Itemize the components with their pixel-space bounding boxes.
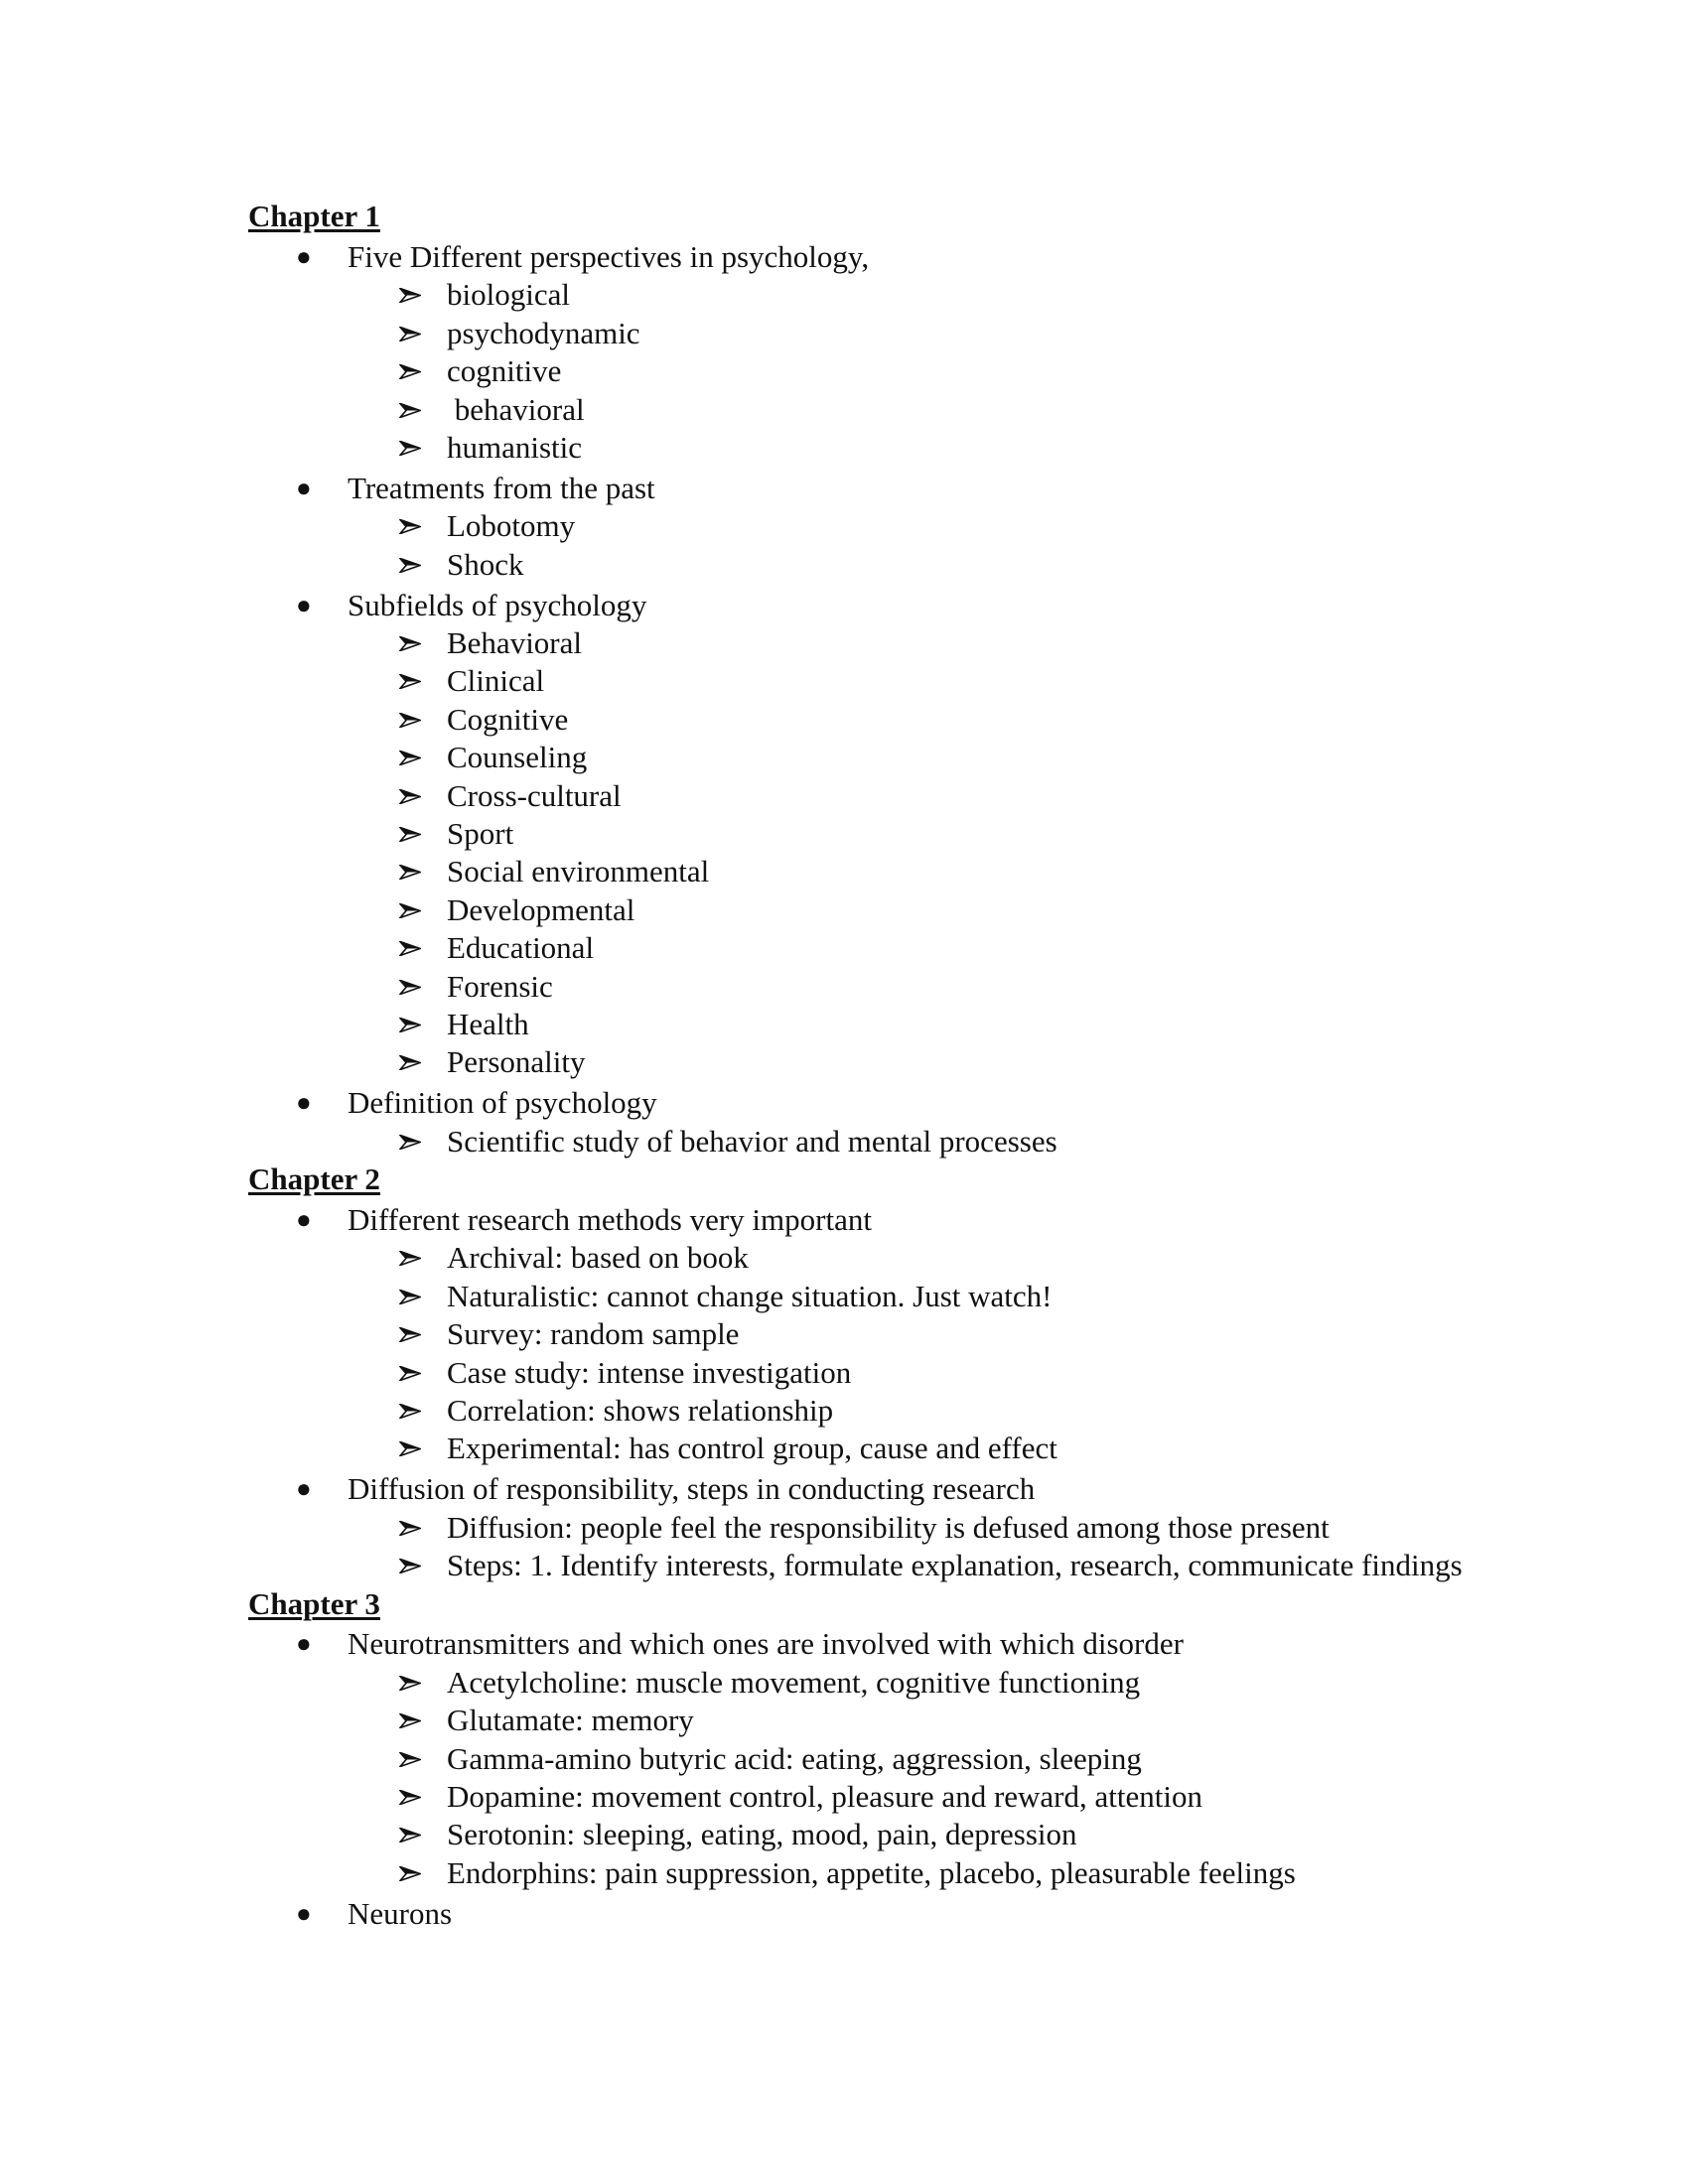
arrow-bullet-icon bbox=[399, 789, 421, 804]
arrow-bullet-icon bbox=[399, 558, 421, 573]
sub-item bbox=[248, 1354, 1489, 1392]
arrow-bullet-icon bbox=[399, 364, 421, 379]
bullet-text: Neurons bbox=[348, 1895, 453, 1931]
sub-item-text: Health bbox=[447, 1006, 529, 1041]
sub-item bbox=[248, 391, 1489, 429]
sub-item-text: Educational bbox=[447, 930, 595, 966]
arrow-bullet-icon bbox=[399, 327, 421, 341]
arrow-bullet-icon bbox=[399, 903, 421, 918]
sub-item bbox=[248, 1509, 1489, 1547]
arrow-bullet-icon bbox=[399, 1018, 421, 1032]
bullet-dot-icon: ● bbox=[296, 1204, 312, 1234]
sub-item bbox=[248, 662, 1489, 700]
bullet-dot-icon: ● bbox=[296, 241, 312, 271]
arrow-bullet-icon bbox=[399, 636, 421, 651]
sub-item-text: Behavioral bbox=[447, 624, 583, 660]
arrow-bullet-icon bbox=[399, 1866, 421, 1881]
sub-item-text: Social environmental bbox=[447, 854, 710, 889]
arrow-bullet-icon bbox=[399, 1135, 421, 1150]
sub-item-text: Acetylcholine: muscle movement, cognitive functioning bbox=[447, 1664, 1141, 1700]
arrow-bullet-icon bbox=[399, 941, 421, 956]
arrow-bullet-icon bbox=[399, 1404, 421, 1419]
arrow-bullet-icon bbox=[399, 1559, 421, 1573]
bullet-item bbox=[248, 1895, 1489, 1933]
sub-item-text: Case study: intense investigation bbox=[447, 1354, 852, 1390]
arrow-bullet-icon bbox=[399, 827, 421, 842]
sub-item bbox=[248, 853, 1489, 890]
arrow-bullet-icon bbox=[399, 403, 421, 418]
sub-item-text: Scientific study of behavior and mental processes bbox=[447, 1123, 1057, 1159]
bullet-text: Treatments from the past bbox=[348, 470, 655, 505]
sub-item-text: psychodynamic bbox=[447, 315, 640, 350]
sub-item bbox=[248, 1816, 1489, 1853]
arrow-bullet-icon bbox=[399, 713, 421, 728]
sub-item-text: Developmental bbox=[447, 891, 635, 927]
bullet-item bbox=[248, 1625, 1489, 1663]
sub-item-text: Forensic bbox=[447, 968, 553, 1004]
study-outline bbox=[248, 198, 1489, 1933]
arrow-bullet-icon bbox=[399, 1251, 421, 1266]
bullet-item bbox=[248, 587, 1489, 624]
sub-item-text: Naturalistic: cannot change situation. Just watch! bbox=[447, 1278, 1053, 1313]
sub-item bbox=[248, 1239, 1489, 1277]
bullet-dot-icon: ● bbox=[296, 1898, 312, 1928]
arrow-bullet-icon bbox=[399, 1676, 421, 1691]
bullet-text: Definition of psychology bbox=[348, 1085, 657, 1121]
sub-item bbox=[248, 968, 1489, 1006]
bullet-text: Five Different perspectives in psychology, bbox=[348, 238, 870, 274]
bullet-item bbox=[248, 470, 1489, 507]
bullet-dot-icon: ● bbox=[296, 1629, 312, 1659]
sub-item bbox=[248, 815, 1489, 853]
arrow-bullet-icon bbox=[399, 1790, 421, 1805]
arrow-bullet-icon bbox=[399, 1327, 421, 1342]
arrow-bullet-icon bbox=[399, 751, 421, 765]
arrow-bullet-icon bbox=[399, 519, 421, 534]
bullet-item bbox=[248, 1084, 1489, 1122]
arrow-bullet-icon bbox=[399, 1521, 421, 1536]
sub-item bbox=[248, 929, 1489, 967]
sub-item bbox=[248, 1778, 1489, 1816]
bullet-text: Diffusion of responsibility, steps in conducting research bbox=[348, 1471, 1036, 1507]
sub-item-text: Dopamine: movement control, pleasure and reward, attention bbox=[447, 1779, 1202, 1814]
arrow-bullet-icon bbox=[399, 288, 421, 303]
sub-item-text: Serotonin: sleeping, eating, mood, pain, depression bbox=[447, 1817, 1077, 1852]
bullet-item bbox=[248, 1201, 1489, 1239]
sub-item bbox=[248, 701, 1489, 739]
sub-item-text: cognitive bbox=[447, 353, 562, 389]
sub-item bbox=[248, 1006, 1489, 1043]
arrow-bullet-icon bbox=[399, 1441, 421, 1456]
sub-item-text: Cognitive bbox=[447, 701, 569, 737]
sub-item bbox=[248, 1043, 1489, 1081]
chapter-heading: Chapter 3 bbox=[248, 1585, 380, 1621]
sub-item-text: Experimental: has control group, cause and effect bbox=[447, 1431, 1057, 1466]
arrow-bullet-icon bbox=[399, 1290, 421, 1304]
arrow-bullet-icon bbox=[399, 441, 421, 456]
bullet-dot-icon: ● bbox=[296, 473, 312, 502]
bullet-dot-icon: ● bbox=[296, 590, 312, 619]
arrow-bullet-icon bbox=[399, 1752, 421, 1767]
bullet-text: Subfields of psychology bbox=[348, 587, 647, 622]
sub-item bbox=[248, 276, 1489, 314]
sub-item-text: Endorphins: pain suppression, appetite, placebo, pleasurable feelings bbox=[447, 1854, 1296, 1890]
sub-item-text: Sport bbox=[447, 815, 514, 851]
sub-item bbox=[248, 1854, 1489, 1892]
sub-item-text: Steps: 1. Identify interests, formulate explanation, research, communicate findings bbox=[447, 1548, 1463, 1583]
sub-item bbox=[248, 1664, 1489, 1702]
sub-item-text: Cross-cultural bbox=[447, 777, 622, 813]
chapter-heading: Chapter 1 bbox=[248, 199, 380, 233]
arrow-bullet-icon bbox=[399, 1713, 421, 1728]
arrow-bullet-icon bbox=[399, 865, 421, 880]
arrow-bullet-icon bbox=[399, 980, 421, 995]
chapter-heading: Chapter 2 bbox=[248, 1161, 380, 1197]
arrow-bullet-icon bbox=[399, 1366, 421, 1381]
sub-item bbox=[248, 429, 1489, 467]
sub-item bbox=[248, 315, 1489, 352]
sub-item bbox=[248, 1315, 1489, 1353]
sub-item bbox=[248, 739, 1489, 776]
sub-item bbox=[248, 1123, 1489, 1160]
sub-item bbox=[248, 507, 1489, 545]
sub-item-text: Shock bbox=[447, 546, 524, 582]
sub-item-text: Clinical bbox=[447, 663, 545, 699]
sub-item-text: Personality bbox=[447, 1044, 586, 1080]
sub-item-text: behavioral bbox=[447, 391, 585, 427]
sub-item-text: Counseling bbox=[447, 740, 588, 775]
sub-item bbox=[248, 1547, 1489, 1584]
sub-item-text: humanistic bbox=[447, 429, 583, 465]
bullet-dot-icon: ● bbox=[296, 1088, 312, 1118]
sub-item bbox=[248, 1278, 1489, 1315]
sub-item-text: Gamma-amino butyric acid: eating, aggression, sleeping bbox=[447, 1740, 1142, 1776]
sub-item-text: biological bbox=[447, 277, 570, 313]
sub-item-text: Correlation: shows relationship bbox=[447, 1392, 834, 1428]
bullet-dot-icon: ● bbox=[296, 1474, 312, 1504]
bullet-item bbox=[248, 1470, 1489, 1508]
sub-item bbox=[248, 1740, 1489, 1778]
sub-item-text: Survey: random sample bbox=[447, 1316, 740, 1352]
sub-item bbox=[248, 777, 1489, 815]
arrow-bullet-icon bbox=[399, 1055, 421, 1070]
sub-item-text: Archival: based on book bbox=[447, 1240, 749, 1276]
sub-item bbox=[248, 624, 1489, 662]
sub-item bbox=[248, 352, 1489, 390]
sub-item bbox=[248, 1702, 1489, 1739]
arrow-bullet-icon bbox=[399, 674, 421, 689]
sub-item-text: Lobotomy bbox=[447, 508, 576, 544]
sub-item bbox=[248, 546, 1489, 584]
sub-item-text: Glutamate: memory bbox=[447, 1703, 694, 1738]
sub-item-text: Diffusion: people feel the responsibility is defused among those present bbox=[447, 1509, 1330, 1545]
bullet-item bbox=[248, 238, 1489, 276]
sub-item bbox=[248, 891, 1489, 929]
sub-item bbox=[248, 1430, 1489, 1467]
arrow-bullet-icon bbox=[399, 1828, 421, 1843]
bullet-text: Neurotransmitters and which ones are involved with which disorder bbox=[348, 1626, 1184, 1662]
sub-item bbox=[248, 1392, 1489, 1430]
bullet-text: Different research methods very important bbox=[348, 1201, 872, 1237]
